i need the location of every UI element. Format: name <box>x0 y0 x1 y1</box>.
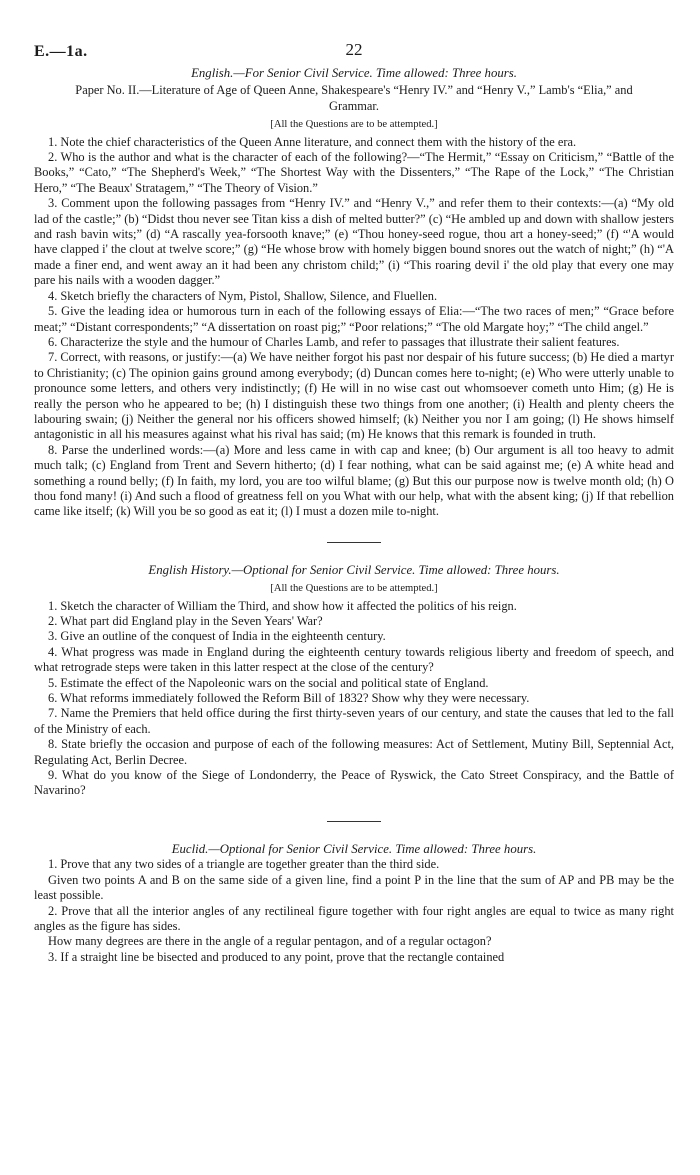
question: 4. Sketch briefly the characters of Nym, Pistol, Shallow, Silence, and Fluellen. <box>48 288 438 303</box>
section-english-history <box>34 563 674 799</box>
question: 3. Give an outline of the conquest of India in the eighteenth century. <box>48 629 386 644</box>
question: 3. If a straight line be bisected and produced to any point, prove that the rectangle contained <box>48 949 505 964</box>
question: 1. Sketch the character of William the Third, and show how it affected the politics of his reign. <box>48 598 517 613</box>
question: 7. Correct, with reasons, or justify:—(a) We have neither forgot his past nor despair of his future success; (b) He died a martyr to Christianity; (c) The opinion gains ground among everybody; (d) Duncan comes here to-night; (e) Who were utterly unable to pronounce some letters, and others very indistinctly; (f) He will in no wise cast out whomsoever cometh unto Him; (g) He is really the person who he appeared to be; (h) I distinguish these two things from one another; (i) Health and plenty cheers the labouring swain; (j) Neither the general nor his officers showed himself; (k) Neither you nor I am going; (l) He shows himself antagonistic in all his measures against what his rival has said; (m) He knows that this remark is founded in truth. <box>34 350 674 442</box>
section-title: English.—For Senior Civil Service. Time allowed: Three hours. <box>191 66 517 80</box>
question: Given two points A and B on the same side of a given line, find a point P in the line that the sum of AP and PB may be the least possible. <box>34 872 674 903</box>
section-title: English History.—Optional for Senior Civil Service. Time allowed: Three hours. <box>148 562 560 577</box>
section-note: [All the Questions are to be attempted.] <box>270 119 438 131</box>
question: 3. Comment upon the following passages from “Henry IV.” and “Henry V.,” and refer them to their contexts:—(a) “My old lad of the castle;” (b) “Didst thou never see Titan kiss a dish of melted butter?” (c) “He ambled up and down with shallow jesters and rash bavin wits;” (d) “A rascally yea-forsooth knave;” (e) “Thou honey-seed rogue, thou art a honey-seed;” (f) “'A would have clapped i' the clout at twelve score;” (g) “He whose brow with homely biggen bound snores out the watch of night;” (h) “'A made a finer end, and went away an it had been any christom child;” (i) “This roaring devil i' the old play that every one may pare his nails with a wooden dagger.” <box>34 196 674 288</box>
question: 2. Who is the author and what is the character of each of the following?—“The Hermit,” “Essay on Criticism,” “Battle of the Books,” “Cato,” “The Shepherd's Week,” “The Shortest Way with the Dissenters,” “The Rape of the Lock,” “The Christian Hero,” “The Beaux' Stratagem,” “The Theory of Vision.” <box>34 150 674 195</box>
question: 9. What do you know of the Siege of Londonderry, the Peace of Ryswick, the Cato Street Conspiracy, and the Battle of Navarino? <box>34 768 674 798</box>
section-english <box>34 66 674 520</box>
question: 6. What reforms immediately followed the Reform Bill of 1832? Show why they were necessary. <box>48 691 530 706</box>
question: 8. State briefly the occasion and purpose of each of the following measures: Act of Settlement, Mutiny Bill, Septennial Act, Regulating Act, Berlin Decree. <box>34 737 674 767</box>
question: 2. What part did England play in the Seven Years' War? <box>48 614 323 628</box>
question: 1. Note the chief characteristics of the Queen Anne literature, and connect them with the history of the era. <box>48 134 577 149</box>
section-divider <box>327 821 381 822</box>
section-euclid <box>34 842 674 965</box>
page-number: 22 <box>345 40 363 59</box>
question: 5. Give the leading idea or humorous turn in each of the following essays of Elia:—“The two races of men;” “Grace before meat;” “Distant correspondents;” “A dissertation on roast pig;” “Poor relations;” “The old Margate hoy;” “The child angel.” <box>34 304 674 334</box>
section-note: [All the Questions are to be attempted.] <box>270 583 438 595</box>
question: 7. Name the Premiers that held office during the first thirty-seven years of our century, and state the causes that led to the fall of the Ministry of each. <box>34 706 674 736</box>
section-divider <box>327 542 381 543</box>
question: 2. Prove that all the interior angles of any rectilineal figure together with four right angles are equal to twice as many right angles as the figure has sides. <box>34 903 674 933</box>
paper-title: Paper No. II.—Literature of Age of Queen Anne, Shakespeare's “Henry IV.” and “Henry V.,” Lamb's “Elia,” and Grammar. <box>75 83 633 113</box>
document-code: E.—1a. <box>34 43 88 60</box>
section-title: Euclid.—Optional for Senior Civil Service. Time allowed: Three hours. <box>171 841 537 856</box>
question: 1. Prove that any two sides of a triangle are together greater than the third side. <box>48 857 440 872</box>
question: 4. What progress was made in England during the eighteenth century towards religious liberty and freedom of speech, and what retrograde steps were taken in this latter respect at the close of the century? <box>34 644 674 675</box>
question: How many degrees are there in the angle of a regular pentagon, and of a regular octagon? <box>48 934 492 949</box>
question: 6. Characterize the style and the humour of Charles Lamb, and refer to passages that illustrate their salient features. <box>48 334 620 349</box>
question: 5. Estimate the effect of the Napoleonic wars on the social and political state of England. <box>48 675 489 690</box>
page-header <box>34 38 674 66</box>
question: 8. Parse the underlined words:—(a) More and less came in with cap and knee; (b) Our argument is all too heavy to admit much talk; (c) England from Trent and Severn hitherto; (d) I fear nothing, what can be said against me; (e) A white head and something a round belly; (f) In faith, my lord, you are too wilful blame; (g) But this our purpose now is twelve month old; (h) O thou fond many! (i) And such a flood of greatness fell on you What with our help, what with the absent king; (j) If that rebellion came like itself; (k) Will you be so good as eat it; (l) I must a dozen mile to-night. <box>34 442 674 519</box>
